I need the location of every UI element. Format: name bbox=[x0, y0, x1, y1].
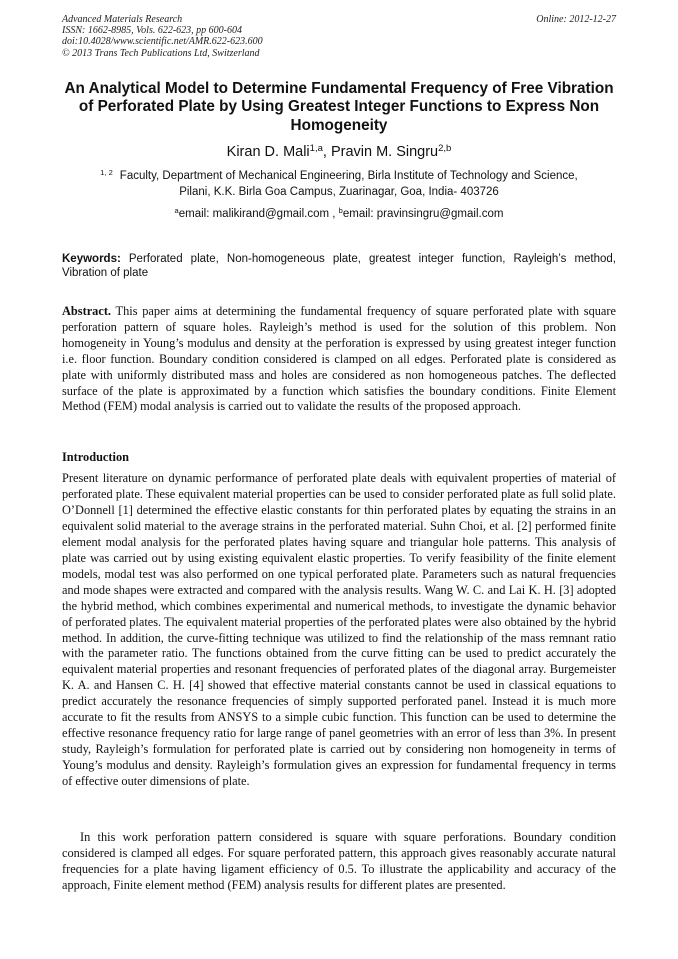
doi-line: doi:10.4028/www.scientific.net/AMR.622-623.600 bbox=[62, 36, 263, 48]
introduction-paragraph: In this work perforation pattern considered is square with square perforations. Boundary condition considered is clamped all edges. For square perforated pattern, this approach gives reasonably accurate natural frequencies for a plate having ligament efficiency of 0.5. To illustrate the applicability and accuracy of the approach, Finite element method (FEM) analysis results for different plates are presented. bbox=[62, 830, 616, 892]
issn-line: ISSN: 1662-8985, Vols. 622-623, pp 600-604 bbox=[62, 25, 242, 37]
introduction-paragraph: Present literature on dynamic performance of perforated plate deals with equivalent properties of material of perforated plate. These equivalent material properties can be used to consider perforated plate as full solid plate. O’Donnell [1] determined the effective elastic constants for thin perforated plates by equating the strains in an equivalent solid material to the average strains in the perforated material. Suhn Choi, et al. [2] performed finite element modal analysis for the perforated plates having square and triangular hole patterns. This analysis of plate was carried out by using existing equivalent elastic properties. To verify feasibility of the finite element models, modal test was also performed on one typical perforated plate. Parameters such as natural frequencies and mode shapes were extracted and compared with the analysis results. Wang W. C. and Lai K. H. [3] adopted the hybrid method, which combines experimental and numerical methods, to investigate the dynamic behavior of perforated plates. The equivalent material properties of the perforated plates were also obtained by the hybrid method. In addition, the curve-fitting technique was utilized to find the relationship of the mass remnant ratio with the parameter ratio. The functions obtained from the curve fitting can be used to predict accurately the equivalent material properties and resonant frequencies of perforated plates of the diagonal array. Burgemeister K. A. and Hansen C. H. [4] showed that effective material constants cannot be used in classical equations to predict accurately the resonance frequencies of simply supported perforated panel. Instead it is much more accurate to fit the results from ANSYS to a simple cubic function. This function can be used to determine the effective resonance frequency ratio for large range of panel geometries with an error of less than 3%. In present study, Rayleigh’s formulation for perforated plate is carried out by considering non homogeneity in terms of Young’s modulus and density. Rayleigh’s formulation gives an expression for fundamental frequency in terms of effective outer dimensions of plate. bbox=[62, 471, 616, 789]
online-date: Online: 2012-12-27 bbox=[536, 14, 616, 25]
journal-meta bbox=[62, 14, 263, 59]
paper-title: An Analytical Model to Determine Fundamental Frequency of Free Vibration of Perforated Plate by Using Greatest Integer Functions to Express Non Homogeneity bbox=[64, 80, 614, 134]
copyright-line: © 2013 Trans Tech Publications Ltd, Switzerland bbox=[62, 47, 260, 59]
affiliation-numbers: 1, 2 bbox=[100, 168, 113, 177]
author-name: Kiran D. Mali bbox=[226, 144, 310, 160]
introduction-heading: Introduction bbox=[62, 450, 129, 464]
author-emails bbox=[62, 204, 616, 221]
author-list bbox=[62, 140, 616, 161]
author-affil-mark: 1,a bbox=[309, 143, 323, 154]
abstract-section bbox=[62, 304, 616, 415]
abstract-text: This paper aims at determining the fundamental frequency of square perforated plate with square perforation pattern of square holes. Rayleigh’s method is used for the solution of this problem. Non homogeneity in Young’s modulus and density at the perforation is expressed by using greatest integer function i.e. floor function. Boundary condition considered is clamped on all edges. Perforated plate is considered as plate with uniformly distributed mass and holes are considered as non homogeneous patches. The deflected surface of the plate is approximated by a function which satisfies the boundary conditions. Finite Element Method (FEM) modal analysis is carried out to validate the results of the proposed approach. bbox=[62, 304, 616, 414]
keywords-section bbox=[62, 252, 616, 281]
author-affil-mark: 2,b bbox=[438, 143, 452, 154]
email-mark: a bbox=[174, 206, 179, 215]
affiliation-line: Pilani, K.K. Birla Goa Campus, Zuarinagar, Goa, India- 403726 bbox=[179, 185, 499, 198]
journal-name: Advanced Materials Research bbox=[62, 14, 183, 25]
affiliation bbox=[62, 165, 616, 200]
author-separator: , bbox=[322, 144, 331, 160]
email-text: email: malikirand@gmail.com , bbox=[178, 208, 339, 220]
keywords-text: Perforated plate, Non-homogeneous plate, greatest integer function, Rayleigh’s method, Vibration of plate bbox=[62, 253, 616, 280]
abstract-label: Abstract. bbox=[62, 304, 112, 318]
email-text: email: pravinsingru@gmail.com bbox=[342, 208, 504, 220]
affiliation-line: Faculty, Department of Mechanical Engineering, Birla Institute of Technology and Science, bbox=[119, 170, 578, 182]
keywords-label: Keywords: bbox=[62, 253, 121, 265]
author-name: Pravin M. Singru bbox=[330, 144, 439, 160]
email-mark: b bbox=[338, 206, 343, 215]
